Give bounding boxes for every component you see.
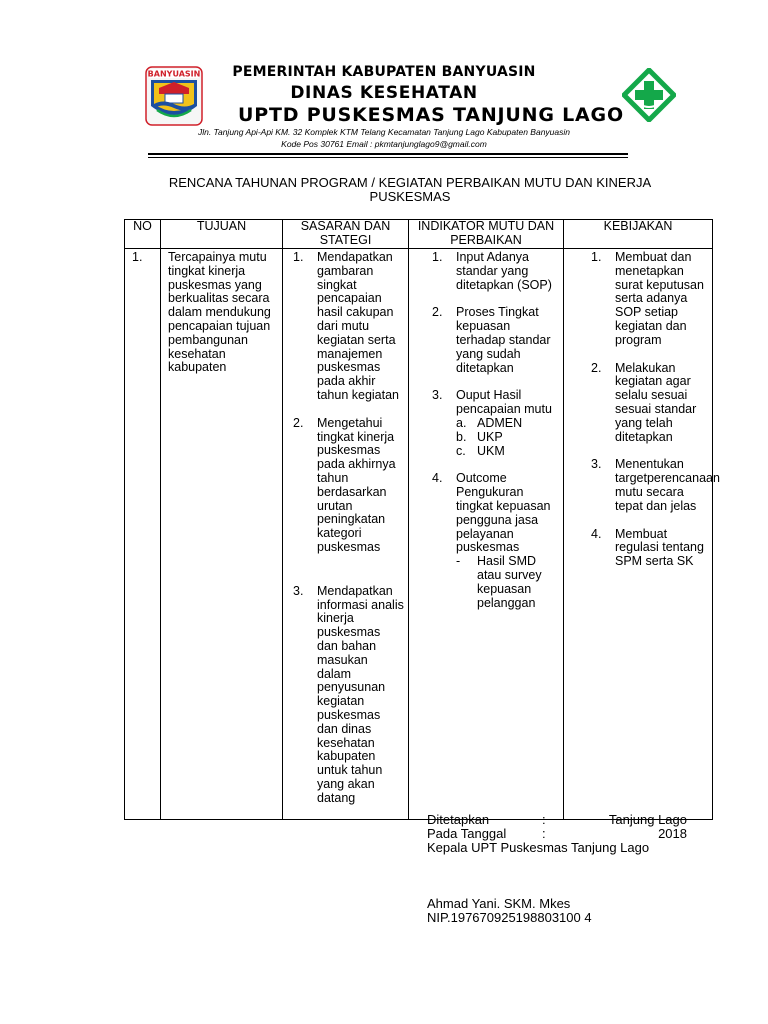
list-item — [293, 585, 404, 806]
list-item — [591, 362, 708, 445]
list-text: Mendapatkan informasi analis kinerja puskesmas dan bahan masukan dalam penyusunan kegiatan puskesmas dan dinas kesehatan kabupaten untuk tahun yang akan datang — [317, 583, 404, 805]
sublist-letter: b. — [456, 429, 467, 444]
cell-no — [125, 249, 161, 820]
list-text: Ouput Hasil pencapaian mutu — [456, 388, 552, 417]
cell-kebijakan — [564, 249, 720, 820]
tujuan-text: Tercapainya mutu tingkat kinerja puskesmas yang berkualitas secara dalam mendukung pencapaian tujuan pembangunan kesehatan kabupaten — [168, 250, 271, 375]
list-item — [293, 417, 404, 555]
sublist-text: ADMEN — [477, 415, 523, 430]
sasaran-list — [283, 249, 408, 805]
header-kebijakan: KEBIJAKAN — [564, 220, 713, 249]
header-no: NO — [125, 220, 161, 249]
plan-table — [124, 219, 720, 820]
signature-date: 2018 — [658, 826, 687, 841]
indikator-list — [409, 249, 563, 610]
list-item — [591, 457, 720, 513]
list-number: 1. — [591, 250, 602, 264]
letterhead-puskesmas: UPTD PUSKESMAS TANJUNG LAGO — [238, 104, 624, 126]
letterhead-department: DINAS KESEHATAN — [290, 83, 478, 103]
signature-colon: : — [542, 812, 546, 827]
list-number: 2. — [432, 305, 443, 320]
list-text: Input Adanya standar yang ditetapkan (SOP) — [456, 250, 552, 292]
signature-colon: : — [542, 826, 546, 841]
list-text: Menentukan targetperencanaan mutu secara tepat dan jelas — [615, 457, 720, 513]
cell-indikator — [409, 249, 564, 820]
signature-label-ditetapkan: Ditetapkan — [427, 812, 490, 827]
letterhead-postal-email: Kode Pos 30761 Email : pkmtanjunglago9@gmail.com — [281, 139, 487, 149]
list-text: Melakukan kegiatan agar selalu sesuai sesuai standar yang telah ditetapkan — [615, 360, 697, 444]
sublist-dash: - — [456, 554, 461, 569]
letterhead-government: PEMERINTAH KABUPATEN BANYUASIN — [232, 64, 536, 80]
row-number: 1. — [132, 250, 143, 264]
list-item — [591, 251, 708, 348]
kebijakan-list — [564, 249, 720, 569]
list-item — [432, 251, 559, 292]
letterhead-address: Jln. Tanjung Api-Api KM. 32 Komplek KTM Telang Kecamatan Tanjung Lago Kabupaten Banyuasin — [197, 127, 571, 137]
sublist-text: Hasil SMD atau survey kepuasan pelanggan — [477, 554, 542, 610]
list-item — [293, 251, 404, 403]
list-number: 4. — [591, 526, 602, 541]
list-text: Membuat dan menetapkan surat keputusan serta adanya SOP setiap kegiatan dan program — [615, 250, 704, 347]
list-number: 1. — [293, 250, 304, 264]
cell-tujuan — [161, 249, 283, 820]
list-number: 3. — [293, 583, 304, 598]
list-item — [591, 528, 708, 569]
table-row — [125, 249, 713, 820]
table-header-row — [125, 220, 713, 249]
sublist-letter: a. — [456, 415, 467, 430]
list-item — [432, 389, 559, 458]
letterhead-rule-thick — [148, 153, 628, 155]
header-indikator: INDIKATOR MUTU DAN PERBAIKAN — [409, 220, 564, 249]
list-number: 2. — [591, 360, 602, 375]
health-cross-icon — [622, 68, 676, 122]
signature-block — [427, 813, 687, 855]
list-text: Membuat regulasi tentang SPM serta SK — [615, 526, 704, 569]
list-number: 3. — [432, 388, 443, 403]
signature-place: Tanjung Lago — [608, 812, 687, 827]
signature-tanggal-row — [427, 827, 687, 841]
output-sublist — [456, 417, 559, 458]
sublist-text: UKP — [477, 429, 503, 444]
list-item — [432, 306, 559, 375]
signature-ditetapkan-row — [427, 813, 687, 827]
sublist-item — [456, 555, 559, 610]
letterhead-rule-thin — [148, 157, 628, 158]
signature-office: Kepala UPT Puskesmas Tanjung Lago — [427, 840, 650, 855]
outcome-sublist — [456, 555, 559, 610]
sublist-text: UKM — [477, 443, 505, 458]
list-text: Proses Tingkat kepuasan terhadap standar yang sudah ditetapkan — [456, 305, 551, 375]
list-number: 3. — [591, 457, 602, 472]
signatory-name: Ahmad Yani. SKM. Mkes — [427, 896, 571, 911]
list-text: Mendapatkan gambaran singkat pencapaian hasil cakupan dari mutu kegiatan serta manajemen puskesmas pada akhir tahun kegiatan — [317, 250, 400, 402]
crest-caption: BANYUASIN — [147, 69, 201, 79]
sublist-item — [456, 445, 559, 459]
sublist-item — [456, 417, 559, 431]
document-title: RENCANA TAHUNAN PROGRAM / KEGIATAN PERBAIKAN MUTU DAN KINERJA PUSKESMAS — [168, 175, 652, 204]
list-number: 1. — [432, 250, 443, 264]
list-item — [432, 472, 559, 610]
signatory-nip: NIP.197670925198803100 4 — [427, 910, 592, 925]
cell-sasaran — [283, 249, 409, 820]
sublist-letter: c. — [456, 443, 466, 458]
list-text: Mengetahui tingkat kinerja puskesmas pada akhirnya tahun berdasarkan urutan peningkatan kategori puskesmas — [317, 415, 396, 554]
list-number: 4. — [432, 471, 443, 486]
header-tujuan: TUJUAN — [161, 220, 283, 249]
list-text: Outcome Pengukuran tingkat kepuasan pengguna jasa pelayanan puskesmas — [456, 471, 551, 555]
header-sasaran: SASARAN DAN STATEGI — [283, 220, 409, 249]
list-number: 2. — [293, 415, 304, 430]
letterhead — [0, 0, 768, 160]
sublist-item — [456, 431, 559, 445]
signature-label-tanggal: Pada Tanggal — [427, 826, 507, 841]
